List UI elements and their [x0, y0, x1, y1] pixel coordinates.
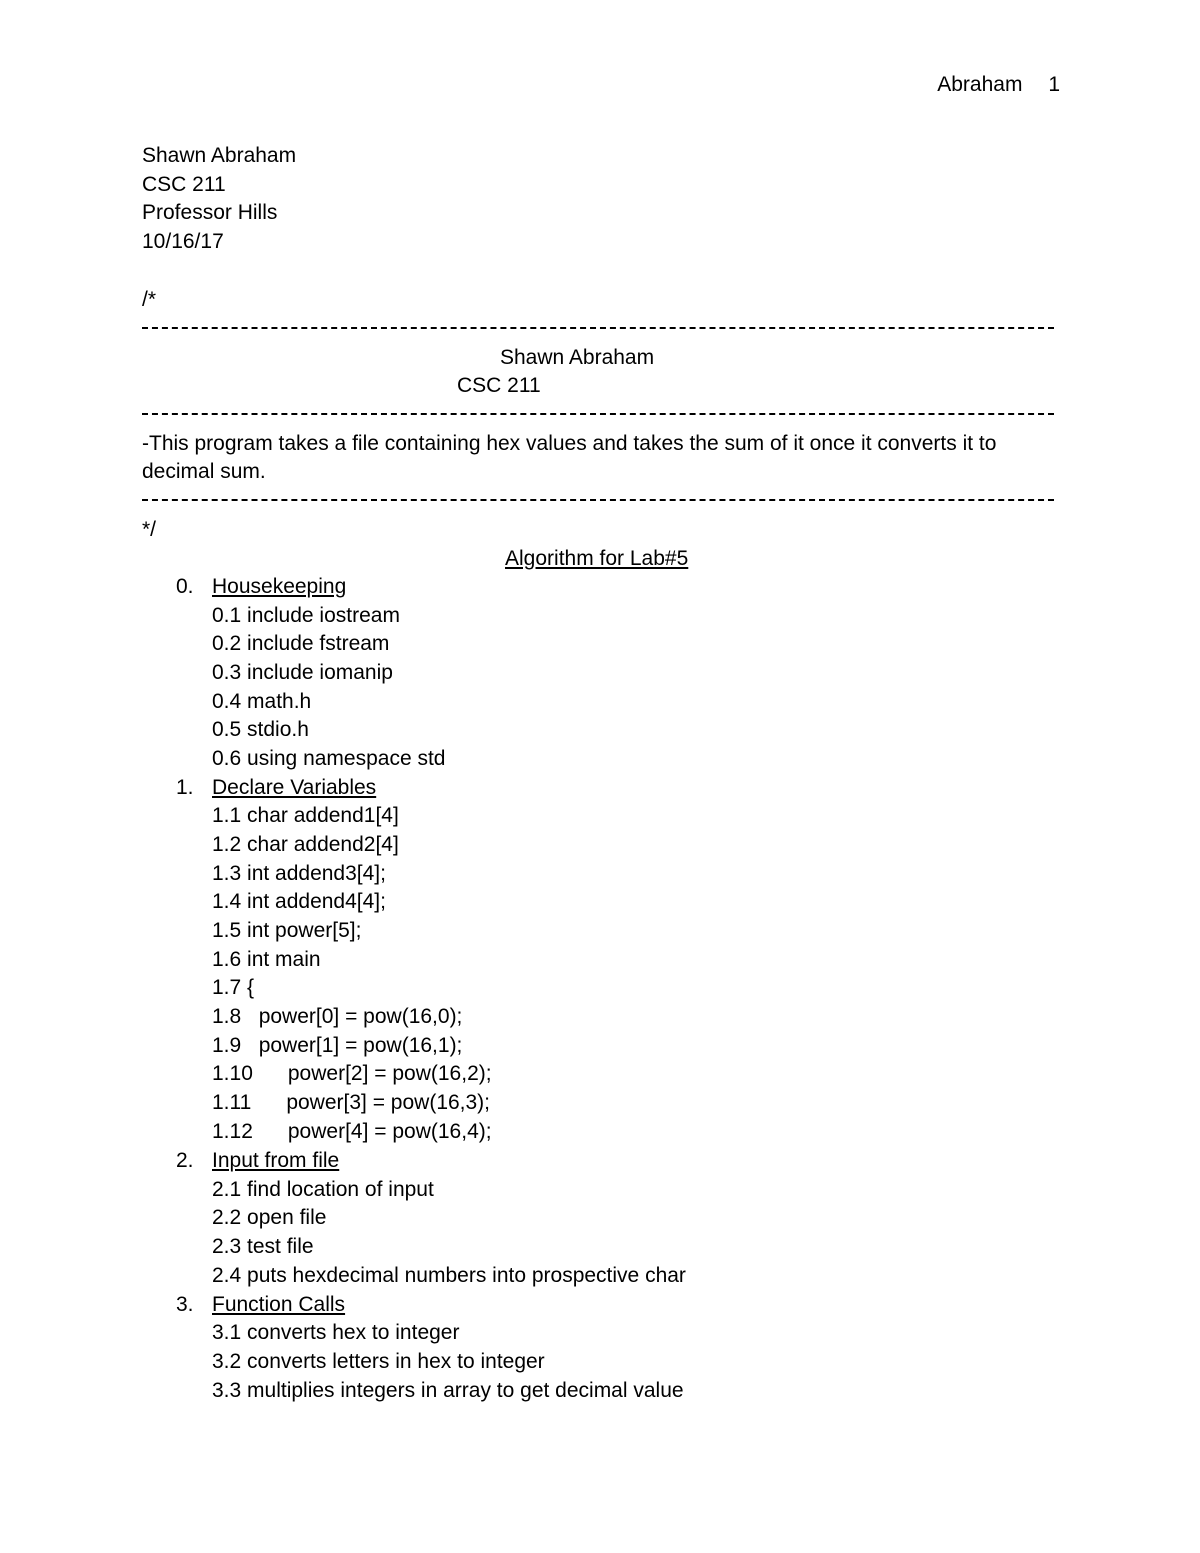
list-item: 3.2 converts letters in hex to integer	[212, 1350, 545, 1373]
comment-course: CSC 211	[457, 374, 541, 397]
list-item: 0.4 math.h	[212, 690, 312, 713]
list-item: 1.2 char addend2[4]	[212, 833, 399, 856]
comment-author: Shawn Abraham	[500, 346, 655, 369]
section-title: Function Calls	[212, 1293, 346, 1316]
description-line-1: -This program takes a file containing hex values and takes the sum of it once it converts it to	[142, 432, 997, 455]
section-title: Housekeeping	[212, 575, 347, 598]
section-number: 1.	[176, 776, 194, 799]
list-item: 1.7 {	[212, 976, 255, 999]
section-title: Declare Variables	[212, 776, 377, 799]
list-item: 1.10 power[2] = pow(16,2);	[212, 1062, 492, 1085]
course-name: CSC 211	[142, 173, 226, 196]
divider	[142, 499, 1054, 501]
list-item: 2.3 test file	[212, 1235, 314, 1258]
date: 10/16/17	[142, 230, 224, 253]
section-number: 3.	[176, 1293, 194, 1316]
list-item: 1.8 power[0] = pow(16,0);	[212, 1005, 463, 1028]
list-item: 2.1 find location of input	[212, 1178, 434, 1201]
student-name: Shawn Abraham	[142, 144, 297, 167]
list-item: 3.3 multiplies integers in array to get decimal value	[212, 1379, 684, 1402]
list-item: 1.6 int main	[212, 948, 321, 971]
section-number: 2.	[176, 1149, 194, 1172]
list-item: 0.6 using namespace std	[212, 747, 446, 770]
list-item: 1.9 power[1] = pow(16,1);	[212, 1034, 463, 1057]
list-item: 2.2 open file	[212, 1206, 327, 1229]
list-item: 1.12 power[4] = pow(16,4);	[212, 1120, 492, 1143]
list-item: 1.5 int power[5];	[212, 919, 362, 942]
list-item: 1.1 char addend1[4]	[212, 804, 399, 827]
list-item: 2.4 puts hexdecimal numbers into prospective char	[212, 1264, 686, 1287]
list-item: 0.1 include iostream	[212, 604, 400, 627]
comment-close: */	[142, 518, 157, 541]
list-item: 0.2 include fstream	[212, 632, 390, 655]
section-title: Input from file	[212, 1149, 340, 1172]
list-item: 1.11 power[3] = pow(16,3);	[212, 1091, 491, 1114]
description-line-2: decimal sum.	[142, 460, 266, 483]
header-surname: Abraham	[937, 73, 1023, 96]
professor-name: Professor Hills	[142, 201, 278, 224]
divider	[142, 327, 1054, 329]
page-number: 1	[1048, 73, 1060, 96]
divider	[142, 413, 1054, 415]
list-item: 1.3 int addend3[4];	[212, 862, 386, 885]
list-item: 0.3 include iomanip	[212, 661, 393, 684]
page-header	[937, 73, 1060, 97]
list-item: 3.1 converts hex to integer	[212, 1321, 460, 1344]
list-item: 0.5 stdio.h	[212, 718, 309, 741]
list-item: 1.4 int addend4[4];	[212, 890, 386, 913]
comment-open: /*	[142, 288, 157, 311]
section-number: 0.	[176, 575, 194, 598]
algorithm-title: Algorithm for Lab#5	[505, 547, 689, 570]
